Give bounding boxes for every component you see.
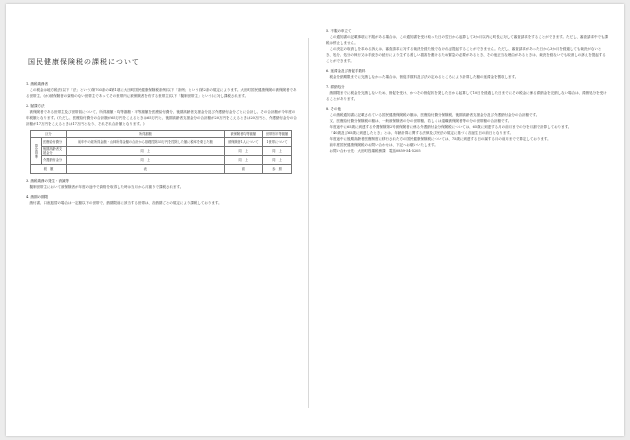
table-row <box>31 147 292 156</box>
table-cell: 前年中の総所得金額・山林所得金額の合計から基礎控除33万円を控除した額に税率を乗じた額 <box>67 138 225 147</box>
table-cell: 1世帯について <box>263 138 292 147</box>
table-header-cell: 所得割額 <box>67 131 225 138</box>
table-row <box>31 156 292 165</box>
section-5-heading: 5. 不服の申立て <box>326 29 352 33</box>
table-cell: 同 上 <box>263 147 292 156</box>
right-column <box>326 24 608 154</box>
section-2-heading: 2. 賦課方法 <box>26 104 45 108</box>
section-4-text: 納付書、口座振替の場合は一定額以下の世帯で、納期限前に該当する世帯は、各納期ごとの規定により課税しております。 <box>29 201 222 205</box>
row-group-label: 算定基準 <box>31 138 42 165</box>
section-8-text: 前年度国民健康保険税のお問い合わせは、下記へお願いいたします。 <box>329 143 438 147</box>
footer-char: 参 <box>272 167 276 171</box>
section-1-heading: 1. 納税義務者 <box>26 82 48 86</box>
section-6-heading: 6. 延滞金及び督促手数料 <box>326 69 366 73</box>
section-3-heading: 3. 納税義務の発生・消滅等 <box>26 179 69 183</box>
table-cell: 被保険者1人について <box>224 138 262 147</box>
document-title: 国民健康保険税の課税について <box>28 58 140 66</box>
section-7-text: 納期限までに税金を完納しないため、督促を受け、かつその督促状を発した日から起算して10日を経過した日までにその税金に係る滞納金を完納しない場合は、滞納処分を受けることがあります。 <box>326 91 607 101</box>
section-7-heading: 7. 滞納処分 <box>326 85 345 89</box>
table-footer-cell: 表 <box>67 165 225 174</box>
table-cell: 同 上 <box>224 156 262 165</box>
section-8-heading: 8. その他 <box>326 107 341 111</box>
table-header-cell: 被保険者均等割額 <box>224 131 262 138</box>
row-label: 医療給付費分 <box>42 138 67 147</box>
fold-line <box>308 38 309 408</box>
table-footer-cell <box>263 165 292 174</box>
table-footer-cell: 面 <box>224 165 262 174</box>
table-header-cell: 区分 <box>31 131 67 138</box>
footer-char: 照 <box>278 167 282 171</box>
left-column <box>26 38 298 206</box>
table-cell: 同 上 <box>224 147 262 156</box>
table-cell: 同 上 <box>263 156 292 165</box>
section-8-text: 年度途中に後期高齢者医療制度に移行された方の国民健康保険税については、75歳に到達する日の属する月の前月までで算定しております。 <box>329 137 551 141</box>
section-8-text: 又、医療給付費分保険税の額は、一般被保険者の分の世帯額、若しくは退職被保険者等の分の世帯額の合計額です。 <box>329 119 512 123</box>
table-cell: 同 上 <box>67 156 225 165</box>
section-8-text: この納税通知書に記載されている国民健康保険税の額は、医療給付費分保険税、後期高齢者支援金分及び介護納付金分の合計額です。 <box>329 113 540 117</box>
section-4-heading: 4. 納期の期限 <box>26 195 48 199</box>
section-3-text: 擬制世帯主において被保険者が年度の途中で資格を取得した時は当月から月割りで課税されます。 <box>29 185 184 189</box>
tax-notice-sheet <box>6 4 624 436</box>
section-5-text: この決定の取消しを求める訴えは、審査請求に対する裁決を経た後でなければ提起することができません。ただし、審査請求があった日から3か月を経過しても裁決がないとき、処分、処分の執行又は手続きの続行により生ずる著しい損害を避けるため緊急の必要があるとき、その他正当な理由があるときは、裁決を経ないでも取消しの訴えを提起することができます。 <box>326 47 606 63</box>
section-5-text: この通知書の記載事項に不服がある場合は、この通知書を受け取った日の翌日から起算して3か月以内に町長に対して審査請求をすることができます。ただし、審査請求中でも課税は停止しません。 <box>326 35 608 45</box>
table-footer-cell: 税 額 <box>31 165 67 174</box>
section-6-text: 税金を納期限までに完納しなかった場合は、督促手数料及び法の定めるところにより計算した額の延滞金を徴収します。 <box>329 75 519 79</box>
table-footer-row <box>31 165 292 174</box>
contact-info: お問い合わせ先：大田町役場税務課 電話0859-54-5205 <box>329 149 421 153</box>
tax-calculation-table <box>30 130 292 174</box>
section-2-text: 被保険者である世帯主及び世帯員について、所得割額・均等割額・平等割額を医療給付費分、後期高齢者支援金分及び介護納付金分ごとに合計し、その合計額が今年度の年税額となります。(ただし、医療給付費分の合計額が65万円をこえるときは65万円と、後期高齢者支援金分の合計額が20万円をこえるときは20万円と、介護納付金分の合計額が17万円をこえるときは17万円となり、それぞれ合計額となります。) <box>26 110 297 126</box>
row-label: 後期高齢者支援金分 <box>42 147 67 156</box>
table-header-row <box>31 131 292 138</box>
section-8-text: 年度途中に65歳に到達する介護保険第2号被保険者に係る介護納付金分保険税については、65歳に到達する月の前月までの分を月割で計算しております。 <box>329 125 572 129</box>
table-row <box>31 138 292 147</box>
table-cell: 同 上 <box>67 147 225 156</box>
table-header-cell: 世帯別平等割額 <box>263 131 292 138</box>
row-label: 介護納付金分 <box>42 156 67 165</box>
section-1-text: この税金は地方税法(以下「法」という)第703条の4第1項に大田町国民健康保険税条例(以下「条例」という)第2条の規定によります。大田町国民健康保険の被保険者である世帯主、(か)被保険者の資格のない世帯主であってその世帯内に被保険者を有する世帯主(以下「擬制世帯主」という)に対し課税されます。 <box>26 88 297 98</box>
section-8-text: 「40歳及び65歳に到達したとき」とは、年齢計算に関する法律及び民法の規定に基づく各誕生日の前日となります。 <box>329 131 514 135</box>
